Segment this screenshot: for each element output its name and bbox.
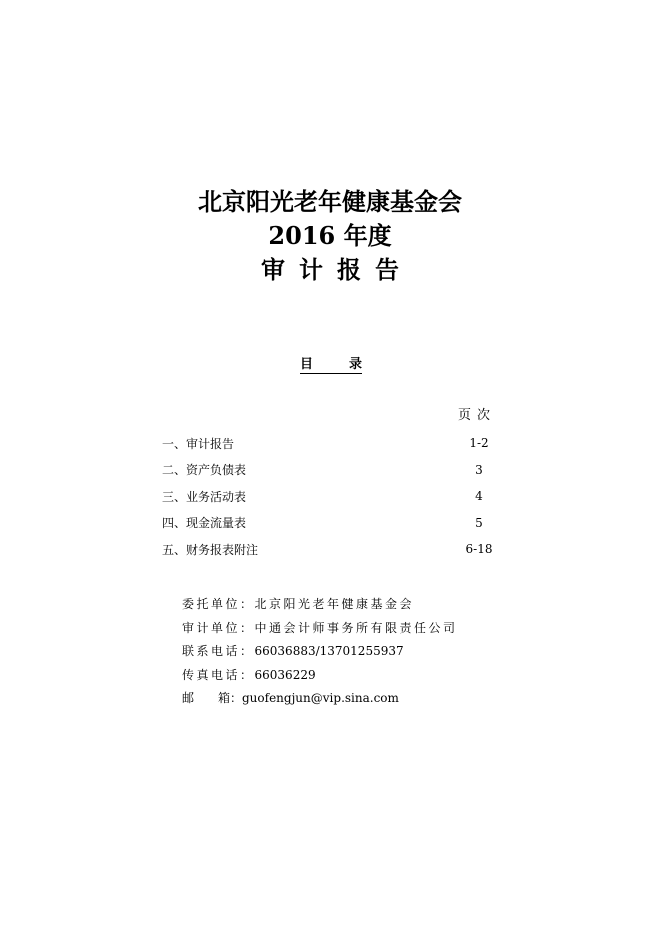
toc-item-label: 二、资产负债表 xyxy=(162,463,247,478)
toc-page-column-header: 页次 xyxy=(458,408,497,423)
email-label xyxy=(182,687,242,711)
toc-item-pages: 3 xyxy=(475,462,483,477)
fax-label: 传真电话： xyxy=(182,667,255,682)
entrusting-unit-label: 委托单位： xyxy=(182,597,255,611)
report-year: 2016 年度 xyxy=(268,221,392,250)
phone-label: 联系电话： xyxy=(182,644,255,658)
organization-title: 北京阳光老年健康基金会 xyxy=(198,187,462,216)
report-title: 审计报告 xyxy=(261,255,413,284)
toc-item-label: 五、财务报表附注 xyxy=(162,542,259,557)
email-label-right: 箱： xyxy=(217,691,242,705)
title-block xyxy=(0,185,660,287)
entrusting-unit-value: 北京阳光老年健康基金会 xyxy=(254,597,415,611)
audit-unit-label: 审计单位： xyxy=(182,620,255,635)
entrusting-unit-row xyxy=(182,593,458,617)
toc-item xyxy=(162,510,502,537)
fax-value: 66036229 xyxy=(254,667,316,682)
email-row xyxy=(182,687,458,711)
toc-heading-right: 录 xyxy=(348,357,362,372)
toc-item xyxy=(162,483,502,510)
audit-unit-row xyxy=(182,617,458,641)
toc-item-label: 三、业务活动表 xyxy=(162,489,247,504)
toc-item-label: 一、审计报告 xyxy=(162,436,235,451)
toc-item xyxy=(162,457,502,484)
contact-info xyxy=(182,593,458,711)
toc-item xyxy=(162,430,502,457)
toc-item-pages: 6-18 xyxy=(465,542,493,557)
email-label-left: 邮 xyxy=(182,691,195,705)
email-value: guofengjun@vip.sina.com xyxy=(242,691,399,705)
phone-value: 66036883/13701255937 xyxy=(254,644,404,658)
toc-heading-left: 目 xyxy=(300,357,314,372)
toc-item-pages: 5 xyxy=(475,515,483,530)
audit-unit-value: 中通会计师事务所有限责任公司 xyxy=(254,620,458,635)
toc-item-label: 四、现金流量表 xyxy=(162,516,247,531)
fax-row xyxy=(182,664,458,688)
phone-row xyxy=(182,640,458,664)
toc-item-pages: 4 xyxy=(475,489,483,504)
toc-heading xyxy=(300,357,362,374)
toc-item xyxy=(162,536,502,563)
toc-item-pages: 1-2 xyxy=(469,436,489,451)
toc-list xyxy=(162,430,502,563)
